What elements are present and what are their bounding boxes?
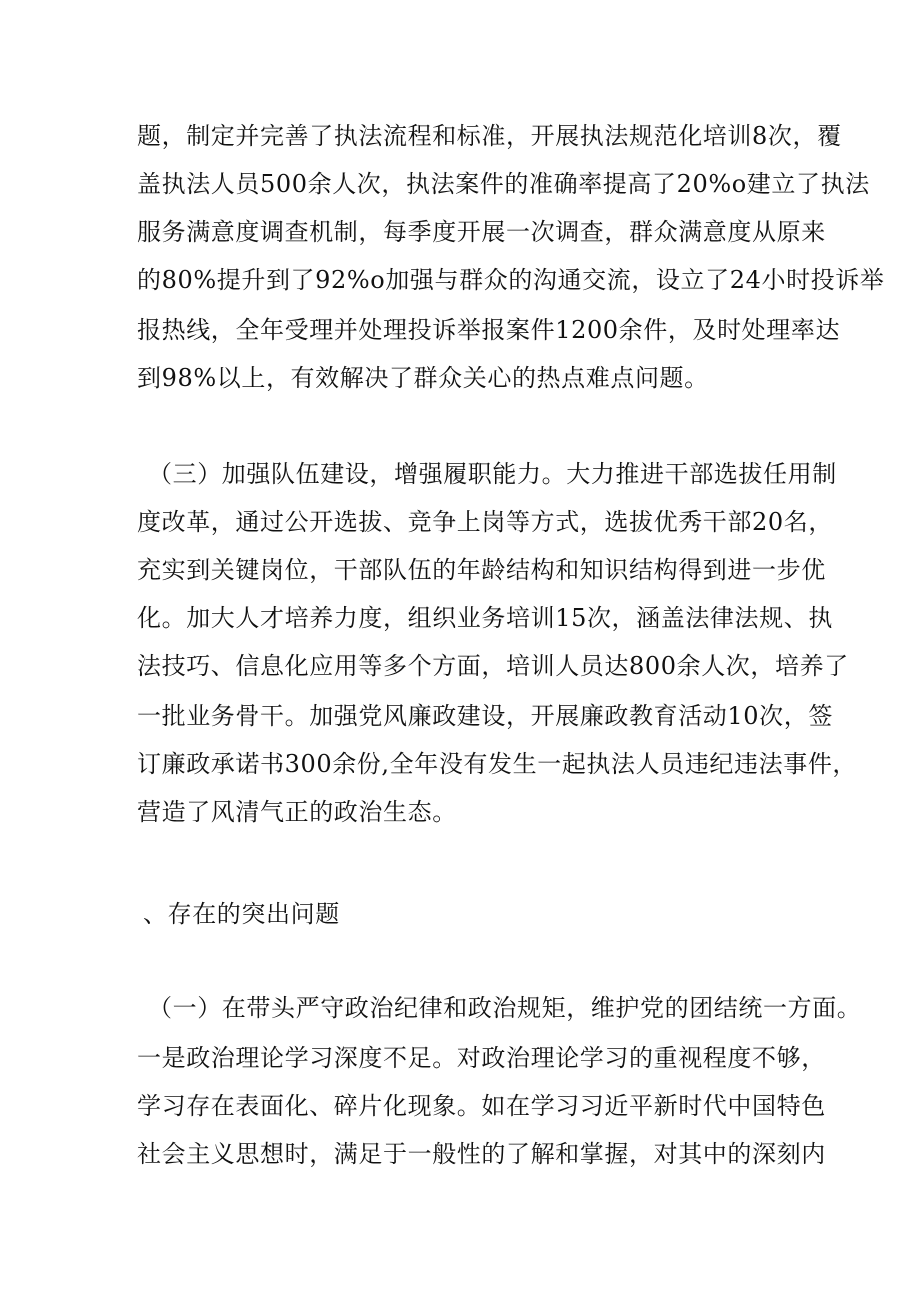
text-line: 盖执法人员500余人次，执法案件的准确率提高了20%o建立了执法 bbox=[137, 170, 870, 198]
text-line: 一是政治理论学习深度不足。对政治理论学习的重视程度不够， bbox=[137, 1044, 826, 1072]
text-line: 的80%提升到了92%o加强与群众的沟通交流，设立了24小时投诉举 bbox=[137, 266, 885, 294]
text-line: 服务满意度调查机制，每季度开展一次调查，群众满意度从原来 bbox=[137, 218, 826, 246]
text-line: 充实到关键岗位，干部队伍的年龄结构和知识结构得到进一步优 bbox=[137, 556, 826, 584]
text-line: 到98%以上，有效解决了群众关心的热点难点问题。 bbox=[137, 364, 709, 392]
text-line: 化。加大人才培养力度，组织业务培训15次，涵盖法律法规、执 bbox=[137, 604, 833, 632]
text-line: 度改革，通过公开选拔、竞争上岗等方式，选拔优秀干部20名， bbox=[137, 508, 833, 536]
section-heading: 、存在的突出问题 bbox=[143, 900, 340, 928]
text-line: 社会主义思想时，满足于一般性的了解和掌握，对其中的深刻内 bbox=[137, 1140, 826, 1168]
text-line: 报热线，全年受理并处理投诉举报案件1200余件，及时处理率达 bbox=[137, 316, 841, 344]
text-line: 法技巧、信息化应用等多个方面，培训人员达800余人次，培养了 bbox=[137, 652, 849, 680]
text-line: 订廉政承诺书300余份,全年没有发生一起执法人员违纪违法事件， bbox=[137, 750, 858, 778]
text-line: 学习存在表面化、碎片化现象。如在学习习近平新时代中国特色 bbox=[137, 1092, 826, 1120]
text-line: 题，制定并完善了执法流程和标准，开展执法规范化培训8次，覆 bbox=[137, 122, 842, 150]
text-line: （一）在带头严守政治纪律和政治规矩，维护党的团结统一方面。 bbox=[148, 994, 862, 1022]
text-line: 营造了风清气正的政治生态。 bbox=[137, 798, 457, 826]
text-line: （三）加强队伍建设，增强履职能力。大力推进干部选拔任用制 bbox=[148, 460, 837, 488]
text-line: 一批业务骨干。加强党风廉政建设，开展廉政教育活动10次，签 bbox=[137, 702, 833, 730]
